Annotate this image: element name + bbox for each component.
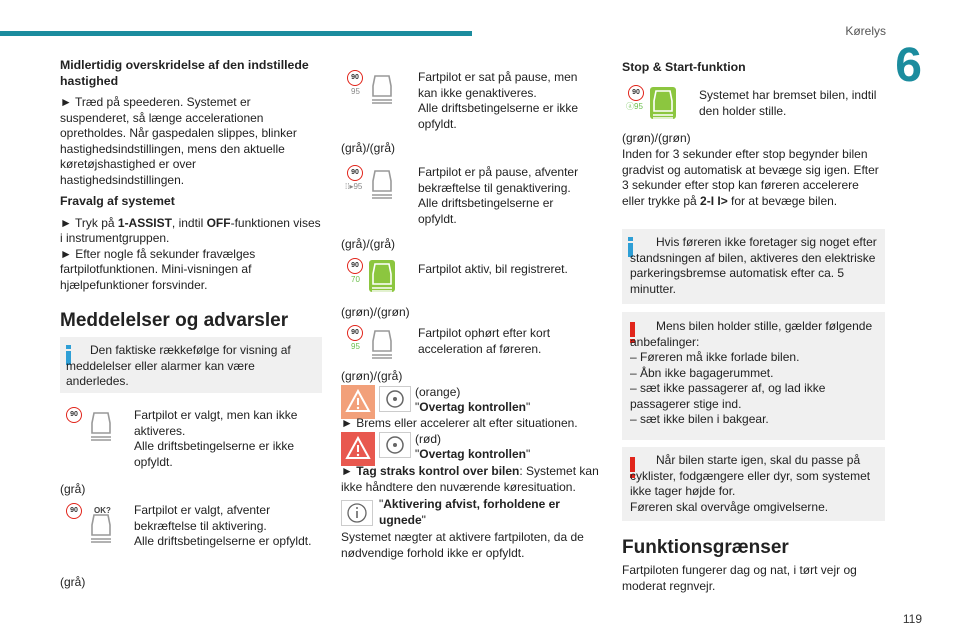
limits-text: Fartpiloten fungerer dag og nat, i tørt vejr og moderat regnvejr. — [622, 563, 857, 593]
orange-action: ► Brems eller accelerer alt efter situationen. — [341, 416, 578, 430]
state-label: (grå) — [60, 482, 86, 496]
message-paused-not-resumable: Fartpilot er sat på pause, men kan ikke genaktiveres. Alle driftsbetingelserne er ikke opfyldt. — [418, 70, 579, 131]
speed-badge: 90 — [66, 503, 82, 519]
vehicle-icon — [369, 72, 395, 104]
info-box-order — [60, 337, 322, 393]
vehicle-icon — [369, 327, 395, 359]
display-icon-stop-start — [626, 85, 676, 129]
chapter-number: 6 — [895, 39, 922, 92]
speed-badge: 90 — [66, 407, 82, 423]
info-box-parking-brake — [622, 229, 885, 304]
red-label: (rød) — [415, 432, 441, 446]
heading-disable: Fravalg af systemet — [60, 194, 175, 208]
ok-question-label: OK? — [94, 506, 111, 515]
speed-badge: 90 — [347, 258, 363, 274]
display-icon-paused-awaiting — [345, 165, 395, 209]
info-park-text: Hvis føreren ikke foretager sig noget efter standsningen af bilen, aktiveres den elektriske parkeringsbremse automatisk efter ca. 5 minutter. — [630, 235, 877, 296]
warning-item: – sæt ikke passagerer af, og lad ikke passagerer stige ind. — [630, 381, 826, 411]
speed-badge: 90 — [347, 325, 363, 341]
header-accent-bar — [0, 31, 472, 36]
state-label: (grøn)/(grøn) — [622, 131, 691, 145]
vehicle-detected-icon — [369, 260, 395, 292]
activation-rejected-icon — [341, 500, 373, 526]
warning-item: – sæt ikke bilen i bakgear. — [630, 412, 769, 426]
section-title: Kørelys — [845, 24, 886, 38]
message-ended: Fartpilot ophørt efter kort acceleration af føreren. — [418, 326, 551, 356]
display-icon-awaiting — [64, 503, 114, 547]
message-active: Fartpilot aktiv, bil registreret. — [418, 262, 568, 276]
orange-title: "Overtag kontrollen" — [415, 400, 531, 414]
takeover-warning-orange-icon — [341, 385, 375, 419]
disable-step-2: ► Efter nogle få sekunder fravælges fartpilotfunktionen. Mini-visningen af hjælpefunktioner forsvinder. — [60, 246, 256, 292]
state-label: (grøn)/(grøn) — [341, 305, 410, 319]
vehicle-icon — [88, 513, 114, 545]
display-icon-active — [345, 258, 395, 302]
warning-box-restart — [622, 447, 885, 521]
message-selected-not-active: Fartpilot er valgt, men kan ikke aktiveres. Alle driftsbetingelserne er ikke opfyldt. — [134, 408, 298, 469]
warning-item: – Åbn ikke bagagerummet. — [630, 365, 774, 380]
state-label: (grå)/(grå) — [341, 237, 396, 251]
speed-badge: 90 — [347, 70, 363, 86]
heading-messages: Meddelelser og advarsler — [60, 310, 289, 331]
rejected-text: Systemet nægter at aktivere fartpiloten, da de nødvendige forhold ikke er opfyldt. — [341, 530, 584, 560]
takeover-warning-red-icon — [341, 432, 375, 466]
warning-restart-text: Når bilen starte igen, skal du passe på cyklister, fodgængere eller dyr, som systemet ikke tager højde for. Føreren skal overvåge omgivelserne. — [630, 453, 871, 514]
warning-box-stationary — [622, 312, 885, 440]
heading-limits: Funktionsgrænser — [622, 537, 789, 558]
state-label: (grå) — [60, 575, 86, 589]
message-paused-awaiting: Fartpilot er på pause, afventer bekræftelse til genaktivering. Alle driftsbetingelserne er opfyldt. — [418, 165, 579, 226]
rejected-title: "Aktivering afvist, forholdene er ugnede" — [379, 497, 560, 527]
steering-hands-icon — [379, 432, 411, 458]
speed-badge: 90 — [347, 165, 363, 181]
steering-hands-icon — [379, 386, 411, 412]
display-icon-ended — [345, 325, 395, 369]
override-text: ► Træd på speederen. Systemet er suspenderet, så længe accelerationen opretholdes. Når gaspedalen slippes, blinker hastighedsindstillingen, mens den aktuelle køretøjshastighed er over hastighedsindstillingen. — [60, 95, 297, 187]
page-number: 119 — [902, 612, 922, 626]
red-title: "Overtag kontrollen" — [415, 447, 531, 461]
heading-override: Midlertidig overskridelse af den indstillede hastighed — [60, 58, 309, 88]
state-label: (grå)/(grå) — [341, 141, 396, 155]
current-speed: 95 — [351, 342, 360, 351]
red-action: ► Tag straks kontrol over bilen: Systemet kan ikke håndtere den nuværende køresituation. — [341, 464, 599, 494]
state-label: (grøn)/(grå) — [341, 369, 403, 383]
speed-badge: 90 — [628, 85, 644, 101]
warning-list — [630, 319, 878, 428]
current-speed: 70 — [351, 275, 360, 284]
orange-label: (orange) — [415, 385, 461, 399]
warning-item: – Føreren må ikke forlade bilen. — [630, 350, 800, 364]
current-speed: 95 — [351, 87, 360, 96]
display-icon-selected — [64, 407, 114, 451]
current-speed: ⓐ95 — [626, 102, 643, 111]
left-column — [60, 58, 322, 293]
stop-start-message: Systemet har bremset bilen, indtil den holder stille. — [699, 88, 877, 118]
display-icon-paused — [345, 70, 395, 114]
heading-stop-start: Stop & Start-funktion — [622, 60, 746, 74]
current-speed: ⁞⁞▸95 — [345, 182, 363, 191]
vehicle-detected-icon — [650, 87, 676, 119]
vehicle-icon — [88, 409, 114, 441]
message-awaiting-activation: Fartpilot er valgt, afventer bekræftelse til aktivering. Alle driftsbetingelserne er opfyldt. — [134, 503, 312, 548]
vehicle-icon — [369, 167, 395, 199]
warning-intro: Mens bilen holder stille, gælder følgende anbefalinger: — [630, 319, 873, 349]
stop-start-paragraph: Inden for 3 sekunder efter stop begynder bilen gradvist og automatisk at bevæge sig igen. Efter 3 sekunder efter stop kan føreren accelerere eller trykke på 2-I I> for at bevæge bilen. — [622, 147, 879, 208]
info-order-text: Den faktiske rækkefølge for visning af meddelelser eller alarmer kan være anderledes. — [66, 343, 291, 388]
disable-step-1: ► Tryk på 1-ASSIST, indtil OFF-funktionen vises i instrumentgruppen. — [60, 215, 321, 245]
